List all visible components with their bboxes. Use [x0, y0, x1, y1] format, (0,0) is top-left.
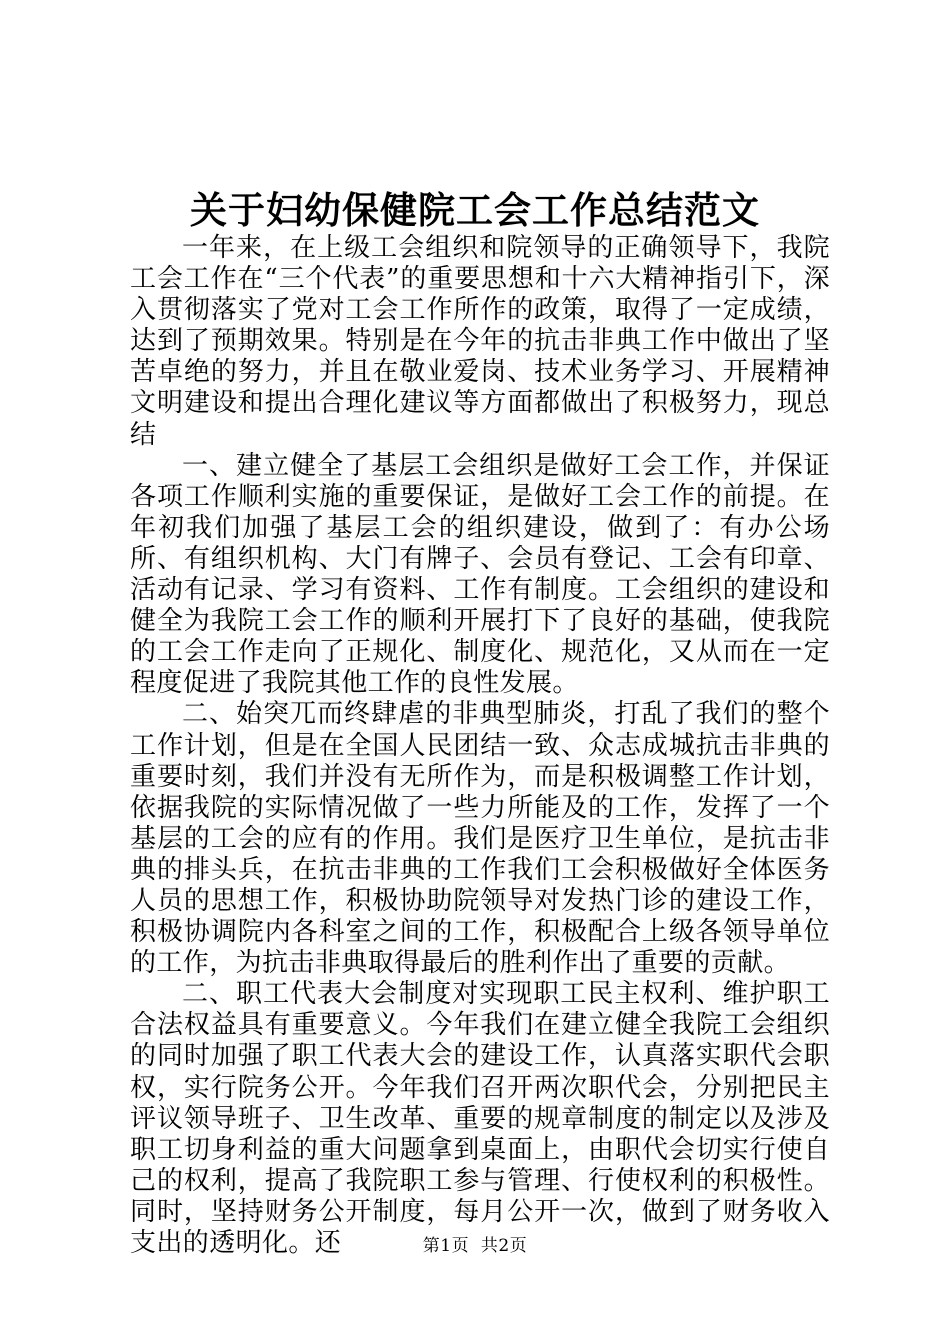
page-number: 第1页	[422, 1236, 470, 1256]
document-title: 关于妇幼保健院工会工作总结范文	[190, 188, 760, 232]
paragraph-section-1: 一、建立健全了基层工会组织是做好工会工作，并保证各项工作顺利实施的重要保证，是做好工会工作的前提。在年初我们加强了基层工会的组织建设，做到了：有办公场所、有组织机构、大门有牌子、会员有登记、工会有印章、活动有记录、学习有资料、工作有制度。工会组织的建设和健全为我院工会工作的顺利开展打下了良好的基础，使我院的工会工作走向了正规化、制度化、规范化，又从而在一定程度促进了我院其他工作的良性发展。	[130, 450, 830, 699]
page-total: 共2页	[480, 1236, 528, 1256]
page-footer	[0, 1234, 950, 1258]
document-body	[130, 233, 830, 1259]
paragraph-section-3: 二、职工代表大会制度对实现职工民主权利、维护职工合法权益具有重要意义。今年我们在建立健全我院工会组织的同时加强了职工代表大会的建设工作，认真落实职代会职权，实行院务公开。今年我们召开两次职代会，分别把民主评议领导班子、卫生改革、重要的规章制度的制定以及涉及职工切身利益的重大问题拿到桌面上，由职代会切实行使自己的权利，提高了我院职工参与管理、行使权利的积极性。同时，坚持财务公开制度，每月公开一次，做到了财务收入支出的透明化。还	[130, 979, 830, 1258]
paragraph-section-2: 二、始突兀而终肆虐的非典型肺炎，打乱了我们的整个工作计划，但是在全国人民团结一致、众志成城抗击非典的重要时刻，我们并没有无所作为，而是积极调整工作计划，依据我院的实际情况做了一些力所能及的工作，发挥了一个基层的工会的应有的作用。我们是医疗卫生单位，是抗击非典的排头兵，在抗击非典的工作我们工会积极做好全体医务人员的思想工作，积极协助院领导对发热门诊的建设工作，积极协调院内各科室之间的工作，积极配合上级各领导单位的工作，为抗击非典取得最后的胜利作出了重要的贡献。	[130, 699, 830, 979]
footer-spacer	[469, 1236, 481, 1256]
paragraph-intro: 一年来，在上级工会组织和院领导的正确领导下，我院工会工作在“三个代表”的重要思想和十六大精神指引下，深入贯彻落实了党对工会工作所作的政策，取得了一定成绩，达到了预期效果。特别是在今年的抗击非典工作中做出了坚苦卓绝的努力，并且在敬业爱岗、技术业务学习、开展精神文明建设和提出合理化建议等方面都做出了积极努力，现总结	[130, 233, 830, 450]
